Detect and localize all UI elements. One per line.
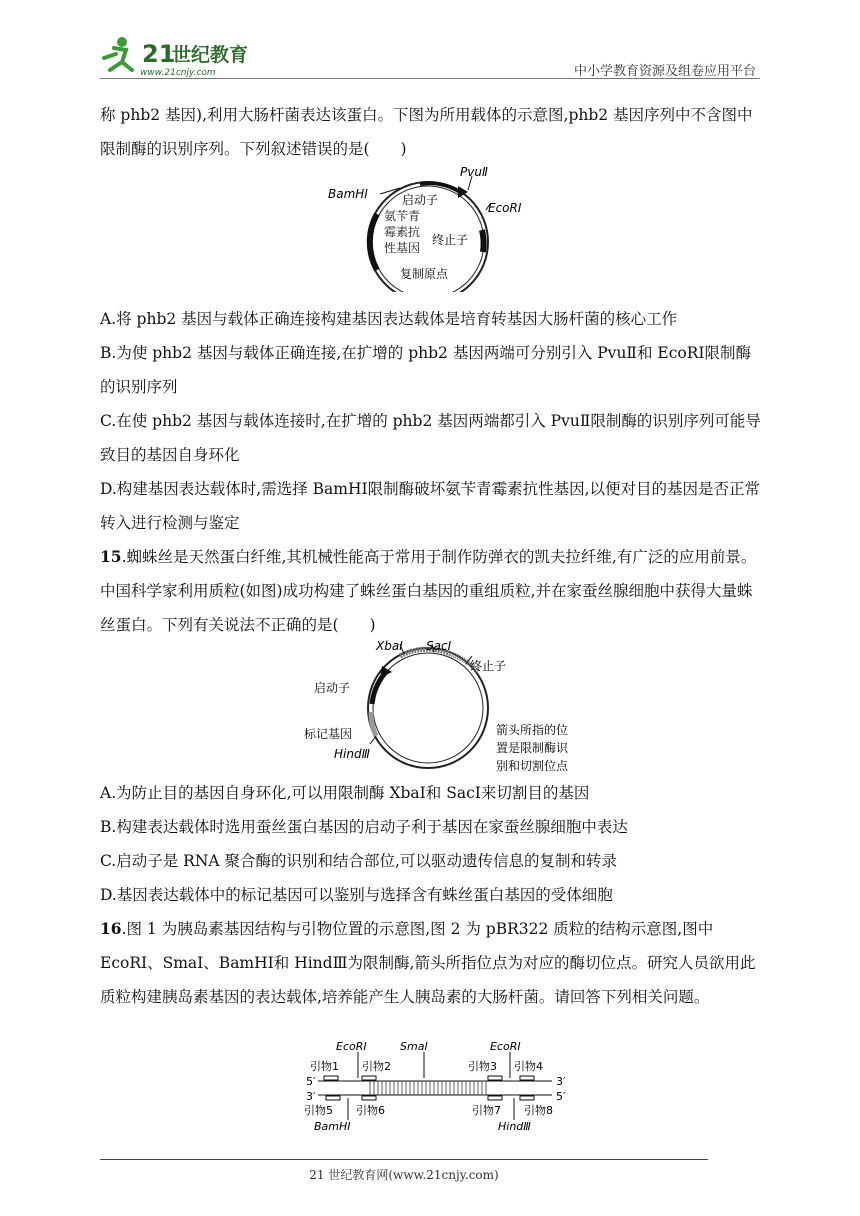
runner-icon <box>104 37 132 70</box>
logo-text: 世纪教育 <box>172 44 249 66</box>
note-line-1: 箭头所指的位 <box>496 723 569 737</box>
logo-number: 21 <box>142 40 176 68</box>
label-top-primer-3: 引物3 <box>468 1060 497 1073</box>
label-bottom-primer-6: 引物6 <box>356 1104 385 1117</box>
label-pvu2: PvuⅡ <box>460 165 488 179</box>
label-bottom-primer-5: 引物5 <box>304 1104 333 1117</box>
label-top-primer-4: 引物4 <box>514 1060 543 1073</box>
q16-stem <box>100 912 762 1014</box>
q15-option-b: B.构建表达载体时选用蚕丝蛋白基因的启动子利于基因在家蚕丝腺细胞中表达 <box>100 818 628 836</box>
label-hind3: HindⅢ <box>334 747 370 761</box>
q14-option-d: D.构建基因表达载体时,需选择 BamHⅠ限制酶破坏氨苄青霉素抗性基因,以便对目的基因是否正常转入进行检测与鉴定 <box>100 480 761 532</box>
gene-hatch-region <box>370 1081 486 1095</box>
q14-option-c: C.在使 phb2 基因与载体连接时,在扩增的 phb2 基因两端都引入 PvuⅡ限制酶的识别序列可能导致目的基因自身环化 <box>100 412 761 464</box>
q15-option-c: C.启动子是 RNA 聚合酶的识别和结合部位,可以驱动遗传信息的复制和转录 <box>100 852 617 870</box>
hind-site-line <box>370 736 376 744</box>
header-divider <box>100 78 760 79</box>
label-promoter: 启动子 <box>402 193 439 207</box>
label-bottom-primer-8: 引物8 <box>524 1104 553 1117</box>
q15-option-a: A.为防止目的基因自身环化,可以用限制酶 XbaⅠ和 SacⅠ来切割目的基因 <box>100 784 590 802</box>
q15-stem <box>100 540 762 642</box>
amp-gene-segment <box>370 214 377 270</box>
promoter-segment <box>372 672 386 704</box>
label-ecor1: EcoRⅠ <box>488 201 522 215</box>
footer-divider <box>100 1159 708 1160</box>
label-top-enzyme-3: EcoRⅠ <box>490 1040 521 1053</box>
label-marker-gene: 标记基因 <box>304 727 353 741</box>
q14-intro: 称 phb2 基因),利用大肠杆菌表达该蛋白。下图为所用载体的示意图,phb2 基因序列中不含图中限制酶的识别序列。下列叙述错误的是( ) <box>100 106 753 158</box>
label-top-primer-2: 引物2 <box>362 1060 391 1073</box>
q15-plasmid-diagram <box>300 636 570 776</box>
label-amp-gene: 氨苄青霉素抗性基因 <box>384 209 421 255</box>
label-strand-end-4: 5′ <box>556 1090 566 1103</box>
site-logo <box>92 34 262 80</box>
label-bamh1: BamHⅠ <box>328 187 368 201</box>
label-terminator: 终止子 <box>432 233 469 247</box>
q16-stem-text: .图 1 为胰岛素基因结构与引物位置的示意图,图 2 为 pBR322 质粒的结构示意图,图中 EcoRⅠ、SmaⅠ、BamHⅠ和 HindⅢ为限制酶,箭头所指位点为对应的酶切位点。研究人员欲用此质粒构建胰岛素基因的表达载体,培养能产生人胰岛素的大肠杆菌。请回答下列相关问题。 <box>100 920 756 1006</box>
label-hind3: HindⅢ <box>498 1120 531 1133</box>
q14-vector-diagram <box>320 164 540 292</box>
label-strand-end-2: 3′ <box>556 1075 566 1088</box>
header-platform-text: 中小学教育资源及组卷应用平台 <box>573 64 756 79</box>
footer-text: 21 世纪教育网(www.21cnjy.com) <box>309 1168 499 1182</box>
label-origin: 复制原点 <box>400 267 449 281</box>
label-strand-end-1: 5′ <box>306 1075 316 1088</box>
label-terminator: 终止子 <box>470 659 507 673</box>
q16-gene-diagram <box>300 1040 580 1140</box>
label-strand-end-3: 3′ <box>306 1090 316 1103</box>
logo-url: www.21cnjy.com <box>140 68 216 78</box>
label-promoter: 启动子 <box>314 681 351 695</box>
label-xba1: XbaⅠ <box>376 639 403 653</box>
q14-option-a: A.将 phb2 基因与载体正确连接构建基因表达载体是培育转基因大肠杆菌的核心工作 <box>100 310 678 328</box>
label-top-enzyme-2: SmaⅠ <box>400 1040 428 1053</box>
label-bamh1: BamHⅠ <box>314 1120 351 1133</box>
label-amp-gene-box <box>384 208 426 262</box>
label-bottom-primer-7: 引物7 <box>472 1104 501 1117</box>
label-sac1: SacⅠ <box>426 639 452 653</box>
note-line-2: 置是限制酶识 <box>496 741 569 755</box>
q15-option-d: D.基因表达载体中的标记基因可以鉴别与选择含有蛛丝蛋白基因的受体细胞 <box>100 886 613 904</box>
note-line-3: 别和切割位点 <box>496 759 569 773</box>
q15-number: 15 <box>100 547 122 566</box>
label-top-enzyme-1: EcoRⅠ <box>336 1040 367 1053</box>
q16-number: 16 <box>100 919 122 938</box>
label-top-primer-1: 引物1 <box>310 1060 339 1073</box>
q14-option-b: B.为使 phb2 基因与载体正确连接,在扩增的 phb2 基因两端可分别引入 PvuⅡ和 EcoRⅠ限制酶的识别序列 <box>100 344 752 396</box>
plasmid-inner-circle <box>373 653 483 763</box>
primer-boxes <box>324 1076 534 1100</box>
q15-stem-text: .蜘蛛丝是天然蛋白纤维,其机械性能高于常用于制作防弹衣的凯夫拉纤维,有广泛的应用前景。中国科学家利用质粒(如图)成功构建了蛛丝蛋白基因的重组质粒,并在家蚕丝腺细胞中获得大量蛛丝蛋白。下列有关说法不正确的是( ) <box>100 548 757 634</box>
terminator-segment <box>482 230 484 252</box>
